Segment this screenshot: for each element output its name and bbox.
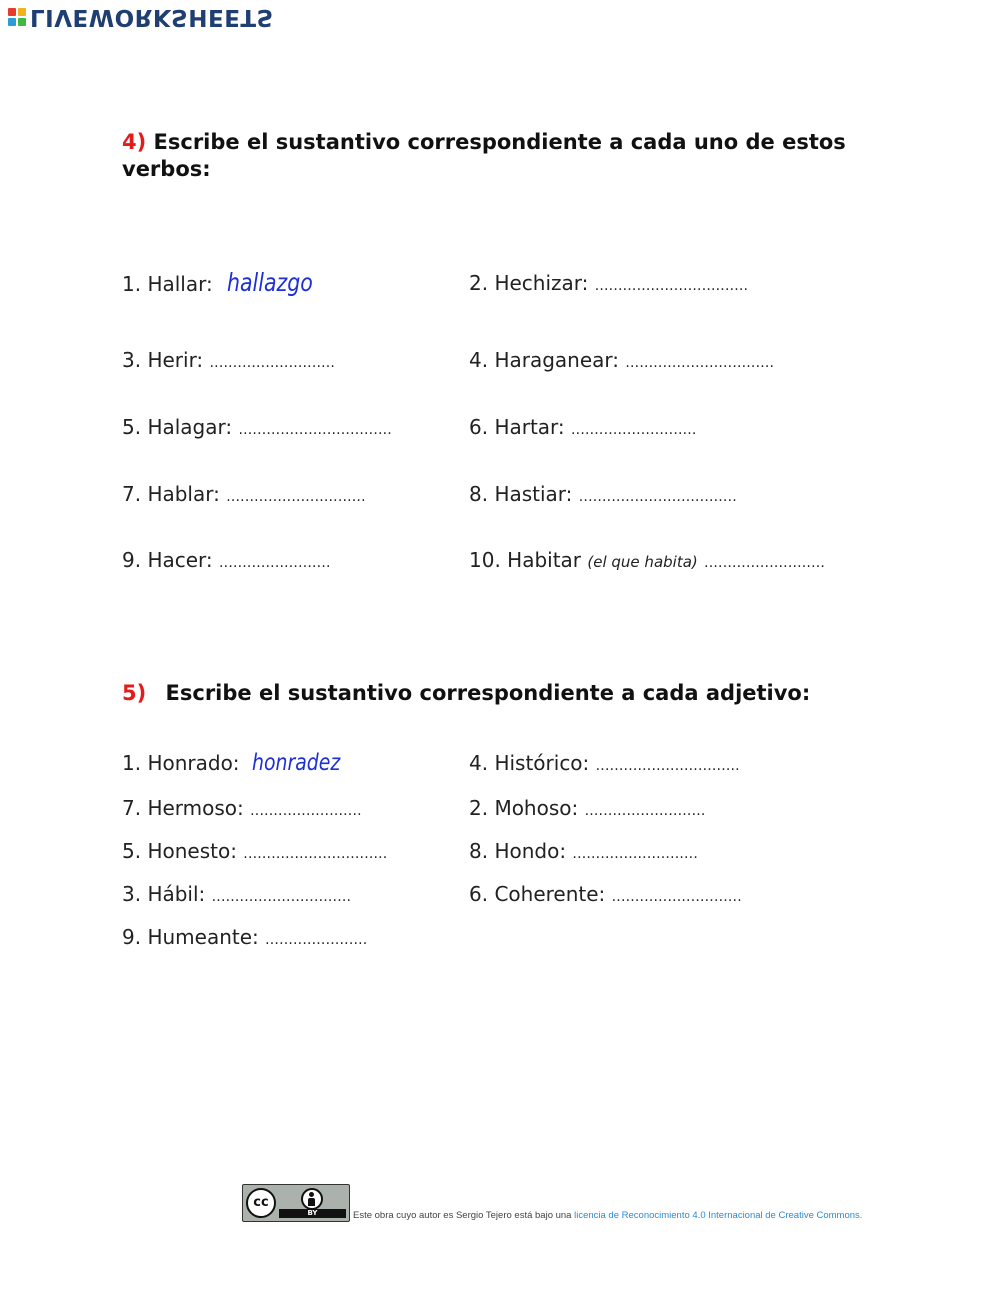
s5-item-1-label: 1. Honrado: [122, 751, 240, 775]
s4-item-5-label: 5. Halagar: [122, 415, 233, 439]
by-label: BY [279, 1209, 346, 1218]
s4-item-10-answer-blank[interactable]: .......................... [704, 555, 826, 571]
attribution-person-icon [301, 1188, 323, 1210]
s5-item-6 [469, 881, 742, 910]
section-5-number: 5) [122, 681, 147, 705]
s5-item-5-label: 5. Honesto: [122, 839, 237, 863]
s5-item-6-answer-blank[interactable]: ............................ [611, 889, 742, 905]
s4-item-8-answer-blank[interactable]: .................................. [578, 489, 737, 505]
s4-item-10-label: 10. Habitar [469, 548, 582, 572]
license-prefix: Este obra cuyo autor es Sergio Tejero está bajo una [353, 1210, 572, 1221]
creative-commons-badge[interactable] [242, 1184, 350, 1222]
s4-item-7-answer-blank[interactable]: .............................. [226, 489, 366, 505]
s5-item-2-answer-blank[interactable]: .......................... [584, 803, 706, 819]
s5-item-8-label: 8. Hondo: [469, 839, 567, 863]
s5-item-9-label: 9. Humeante: [122, 925, 259, 949]
section-5-title: Escribe el sustantivo correspondiente a cada adjetivo: [165, 681, 811, 705]
s4-item-4-answer-blank[interactable]: ................................ [625, 355, 775, 371]
license-link[interactable]: licencia de Reconocimiento 4.0 Internacional de Creative Commons. [574, 1210, 863, 1221]
s5-item-9 [122, 924, 367, 953]
s5-item-9-answer-blank[interactable]: ...................... [265, 932, 368, 948]
s4-item-3-answer-blank[interactable]: ........................... [209, 355, 336, 371]
s4-item-9 [122, 547, 331, 576]
s5-item-2 [469, 795, 706, 824]
s4-item-5-answer-blank[interactable]: ................................. [238, 422, 392, 438]
s4-item-8-label: 8. Hastiar: [469, 482, 573, 506]
license-text [353, 1210, 862, 1222]
s5-item-4 [469, 750, 740, 779]
s5-item-7 [122, 795, 362, 824]
section-5-heading [122, 680, 882, 707]
section-4-number: 4) [122, 130, 147, 154]
s4-item-2-answer-blank[interactable]: ................................. [594, 278, 749, 294]
section-4-heading [122, 129, 882, 183]
s4-item-5 [122, 414, 392, 443]
section-4-title: Escribe el sustantivo correspondiente a cada uno de estos verbos: [122, 130, 846, 181]
s5-item-7-answer-blank[interactable]: ........................ [250, 803, 362, 819]
s5-item-5 [122, 838, 387, 867]
license-footer [242, 1184, 862, 1222]
s4-item-10 [469, 547, 825, 576]
s4-item-6-label: 6. Hartar: [469, 415, 565, 439]
s5-item-5-answer-blank[interactable]: ............................... [243, 846, 388, 862]
s5-item-2-label: 2. Mohoso: [469, 796, 579, 820]
s5-item-7-label: 7. Hermoso: [122, 796, 244, 820]
logo-text: LIVEWORKSHEETS [30, 4, 274, 30]
s4-item-7-label: 7. Hablar: [122, 482, 220, 506]
s5-item-8-answer-blank[interactable]: ........................... [572, 846, 698, 862]
cc-icon: cc [246, 1188, 276, 1218]
s5-item-1 [122, 750, 382, 776]
s4-item-10-note: (el que habita) [587, 553, 698, 571]
s4-item-7 [122, 481, 366, 510]
s4-item-4-label: 4. Haraganear: [469, 348, 620, 372]
s4-item-6 [469, 414, 697, 443]
s4-item-9-answer-blank[interactable]: ........................ [219, 555, 331, 571]
s5-item-1-answer-input[interactable] [252, 750, 359, 776]
s5-item-4-label: 4. Histórico: [469, 751, 590, 775]
logo-blocks-icon [8, 8, 26, 26]
s4-item-3 [122, 347, 335, 376]
s4-item-4 [469, 347, 774, 376]
s5-item-6-label: 6. Coherente: [469, 882, 606, 906]
s5-item-4-answer-blank[interactable]: ............................... [595, 758, 740, 774]
s4-item-9-label: 9. Hacer: [122, 548, 213, 572]
s4-item-1-label: 1. Hallar: [122, 272, 213, 296]
s5-item-3-answer-blank[interactable]: .............................. [211, 889, 352, 905]
s4-item-3-label: 3. Herir: [122, 348, 204, 372]
s5-item-3 [122, 881, 351, 910]
s4-item-2-label: 2. Hechizar: [469, 271, 589, 295]
liveworksheets-logo [8, 4, 274, 30]
s5-item-3-label: 3. Hábil: [122, 882, 206, 906]
s4-item-1-answer-input[interactable] [227, 268, 334, 297]
s5-item-8 [469, 838, 698, 867]
s4-item-1 [122, 268, 357, 297]
s4-item-6-answer-blank[interactable]: ........................... [571, 422, 697, 438]
s4-item-2 [469, 270, 748, 299]
s4-item-8 [469, 481, 737, 510]
